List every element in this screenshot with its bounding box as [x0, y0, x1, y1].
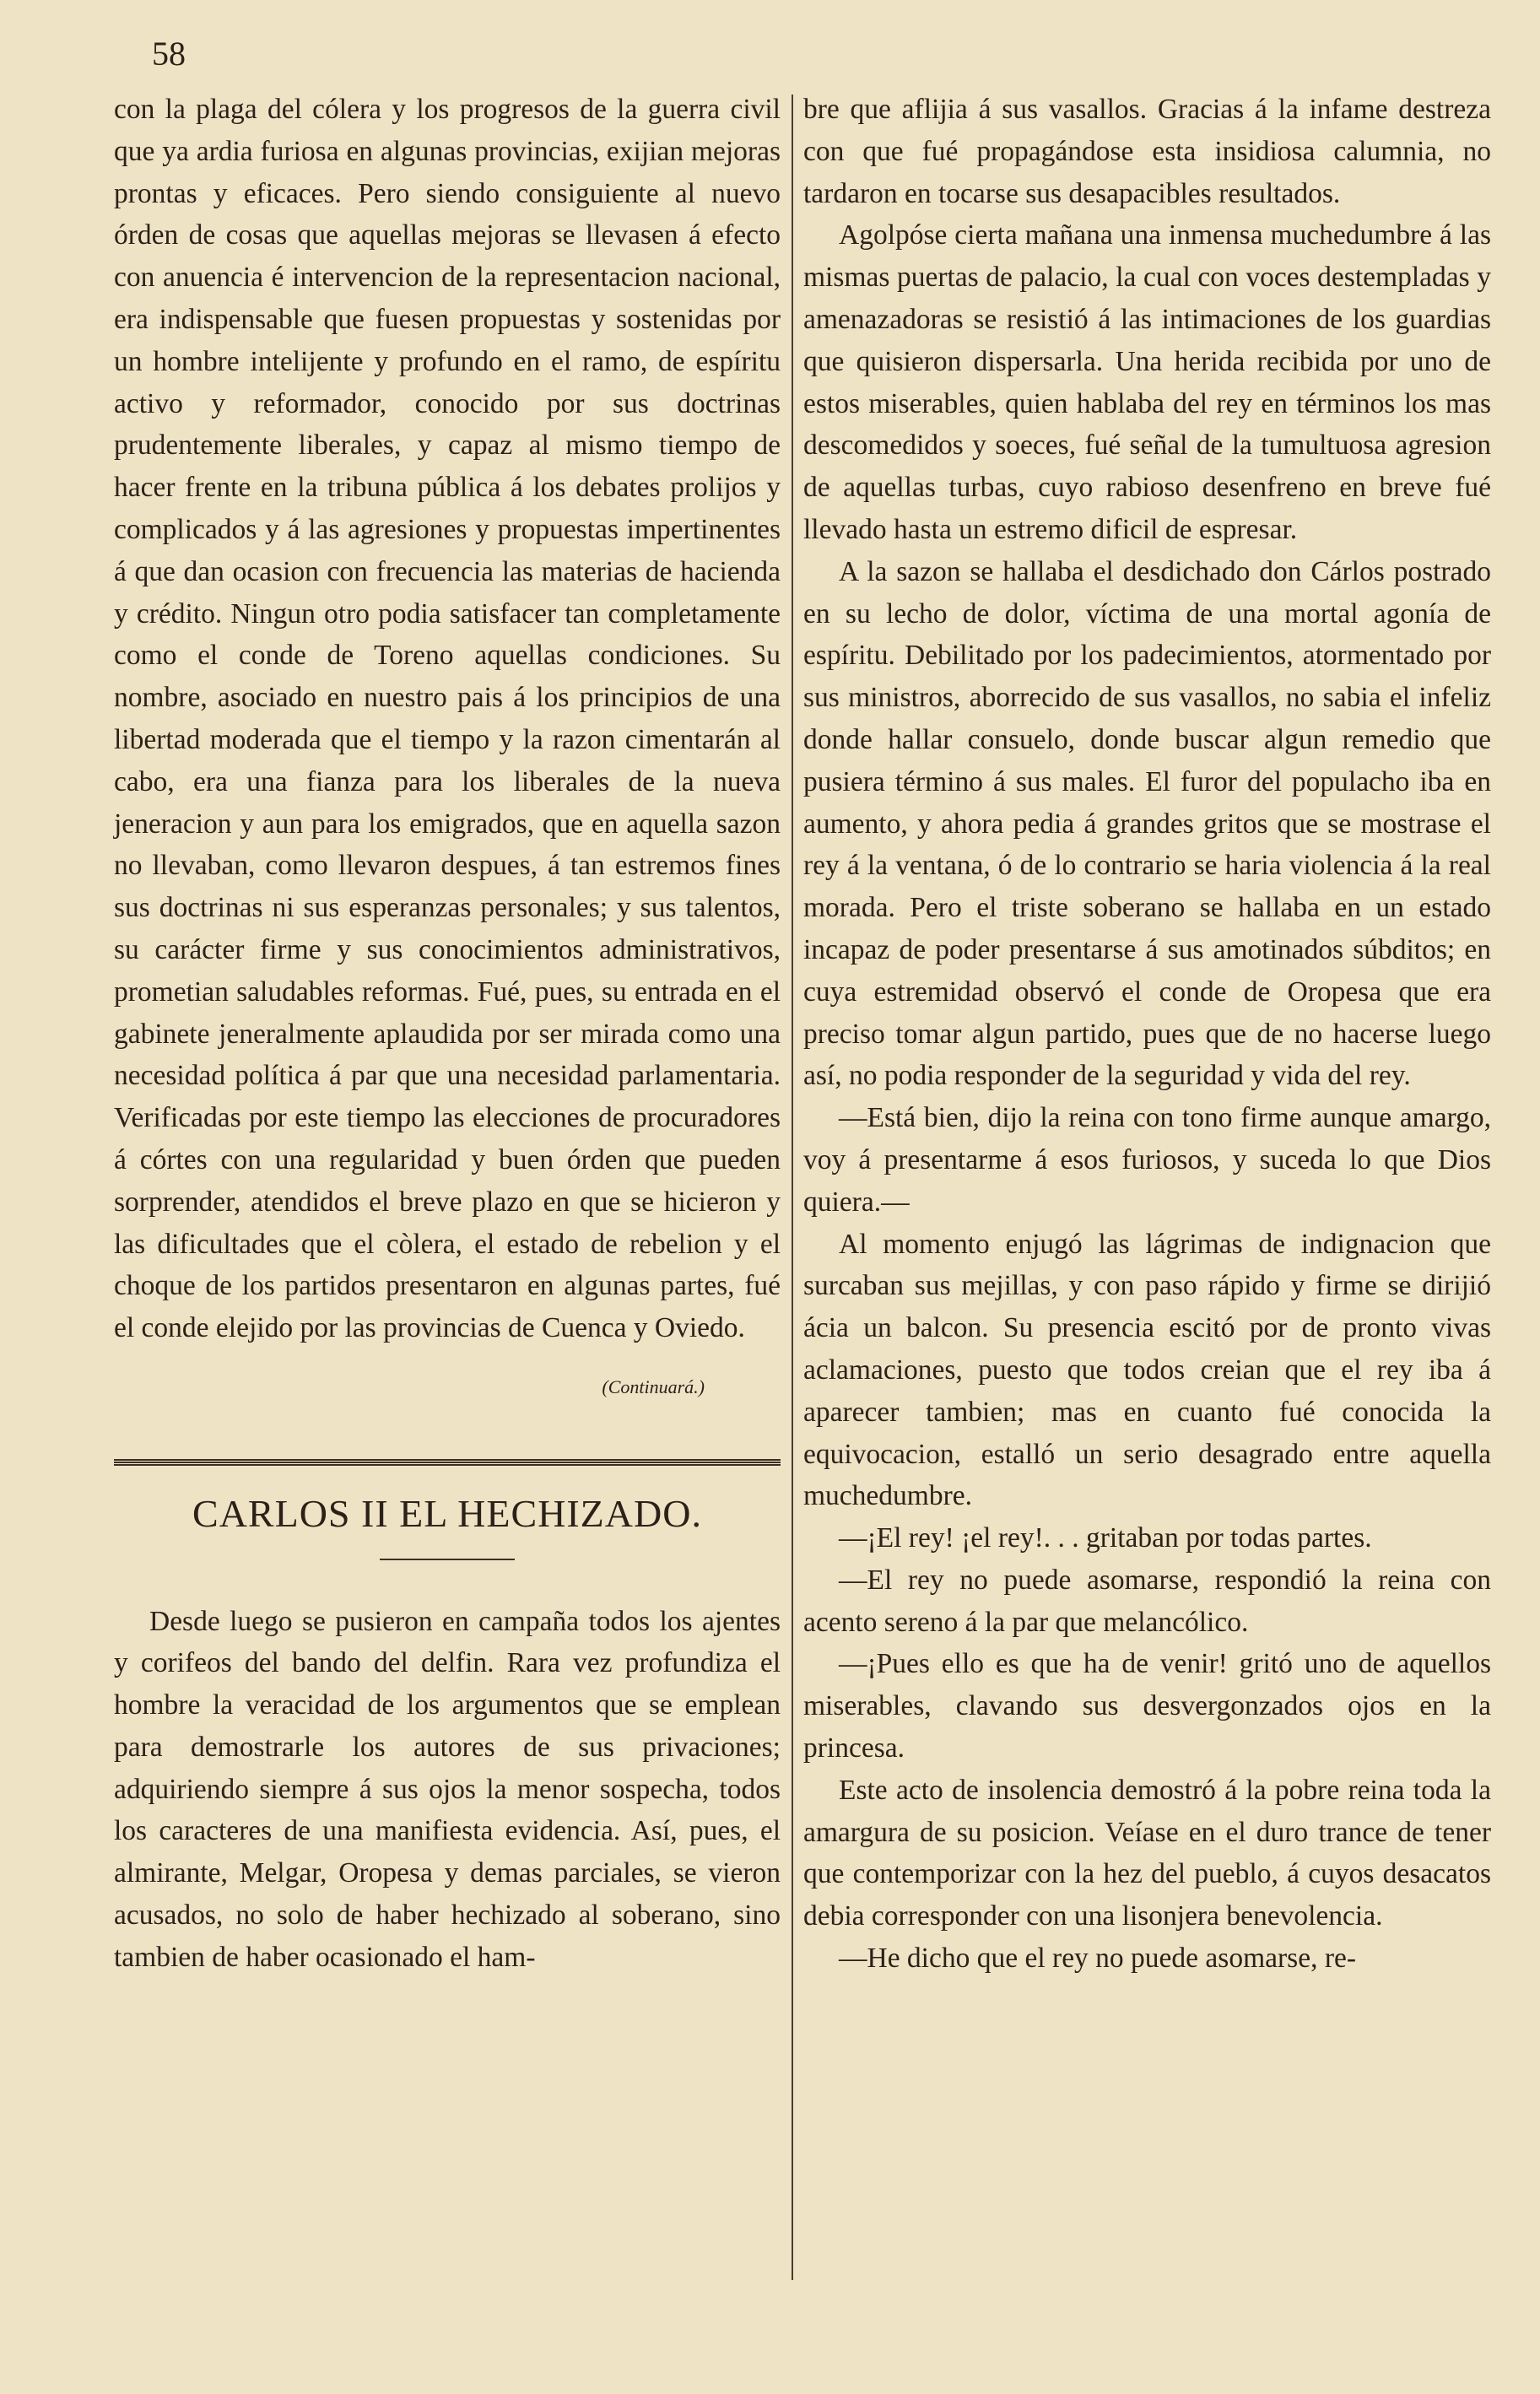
- right-paragraph: Agolpóse cierta mañana una inmensa muchedumbre á las mismas puertas de palacio, la cual con voces destempladas y amenazadoras se resistió á las intimaciones de los guardias que quisieron dispersarla. Una herida recibida por uno de estos miserables, quien hablaba del rey en términos los mas descomedidos y soeces, fué señal de la tumultuosa agresion de aquellas turbas, cuyo rabioso desenfreno en breve fué llevado hasta un estremo dificil de espresar.: [803, 219, 1491, 545]
- right-paragraph: bre que aflijia á sus vasallos. Gracias á la infame destreza con que fué propagándose esta insidiosa calumnia, no tardaron en tocarse sus desapacibles resultados.: [803, 94, 1491, 209]
- left-column: [114, 89, 781, 1979]
- right-paragraph: A la sazon se hallaba el desdichado don Cárlos postrado en su lecho de dolor, víctima de una mortal agonía de espíritu. Debilitado por los padecimientos, atormentado por sus ministros, aborrecido de sus vasallos, no sabia el infeliz donde hallar consuelo, donde buscar algun remedio que pusiera término á sus males. El furor del populacho iba en aumento, y ahora pedia á grandes gritos que se mostrase el rey á la ventana, ó de lo contrario se haria violencia á la real morada. Pero el triste soberano se hallaba en un estado incapaz de poder presentarse á sus amotinados súbditos; en cuya estremidad observó el conde de Oropesa que era preciso tomar algun partido, pues que de no hacerse luego así, no podia responder de la seguridad y vida del rey.: [803, 555, 1491, 1092]
- column-divider: [792, 95, 793, 2280]
- left-paragraph: con la plaga del cólera y los progresos de la guerra civil que ya ardia furiosa en algunas provincias, exijian mejoras prontas y eficaces. Pero siendo consiguiente al nuevo órden de cosas que aquellas mejoras se llevasen á efecto con anuencia é intervencion de la representacion nacional, era indispensable que fuesen propuestas y sostenidas por un hombre intelijente y profundo en el ramo, de espíritu activo y reformador, conocido por sus doctrinas prudentemente liberales, y capaz al mismo tiempo de hacer frente en la tribuna pública á los debates prolijos y complicados y á las agresiones y propuestas impertinentes á que dan ocasion con frecuencia las materias de hacienda y crédito. Ningun otro podia satisfacer tan completamente como el conde de Toreno aquellas condiciones. Su nombre, asociado en nuestro pais á los principios de una libertad moderada que el tiempo y la razon cimentarán al cabo, era una fianza para los liberales de la nueva jeneracion y aun para los emigrados, que en aquella sazon no llevaban, como llevaron despues, á tan estremos fines sus doctrinas ni sus esperanzas personales; y sus talentos, su carácter firme y sus conocimientos administrativos, prometian saludables reformas. Fué, pues, su entrada en el gabinete jeneralmente aplaudida por ser mirada como una necesidad política á par que una necesidad parlamentaria. Verificadas por este tiempo las elecciones de procuradores á córtes con una regularidad y buen órden que pueden sorprender, atendidos el breve plazo en que se hicieron y las dificultades que el còlera, el estado de rebelion y el choque de los partidos presentaron en algunas partes, fué el conde elejido por las provincias de Cuenca y Oviedo.: [114, 94, 781, 1344]
- section-title: CARLOS II EL HECHIZADO.: [192, 1491, 702, 1535]
- left-paragraph: Desde luego se pusieron en campaña todos los ajentes y corifeos del bando del delfin. Rara vez profundiza el hombre la veracidad de los argumentos que se emplean para demostrarle los autores de sus privaciones; adquiriendo siempre á sus ojos la menor sospecha, todos los caracteres de una manifiesta evidencia. Así, pues, el almirante, Melgar, Oropesa y demas parciales, se vieron acusados, no solo de haber hechizado al soberano, sino tambien de haber ocasionado el ham-: [114, 1605, 781, 1973]
- right-paragraph: Este acto de insolencia demostró á la pobre reina toda la amargura de su posicion. Veíase en el duro trance de tener que contemporizar con la hez del pueblo, á cuyos desacatos debia corresponder con una lisonjera benevolencia.: [803, 1774, 1491, 1932]
- right-paragraph: —He dicho que el rey no puede asomarse, re-: [839, 1943, 1356, 1975]
- right-paragraph: —El rey no puede asomarse, respondió la reina con acento sereno á la par que melancólico.: [803, 1564, 1491, 1638]
- right-paragraph: —¡El rey! ¡el rey!. . . gritaban por todas partes.: [839, 1522, 1372, 1554]
- right-paragraph: —¡Pues ello es que ha de venir! gritó uno de aquellos miserables, clavando sus desvergonzados ojos en la princesa.: [803, 1648, 1491, 1764]
- page-number: 58: [152, 35, 186, 73]
- section-rule: [114, 1459, 781, 1466]
- right-paragraph: —Está bien, dijo la reina con tono firme aunque amargo, voy á presentarme á esos furiosos, y suceda lo que Dios quiera.—: [803, 1102, 1491, 1218]
- title-rule: [380, 1559, 515, 1560]
- right-paragraph: Al momento enjugó las lágrimas de indignacion que surcaban sus mejillas, y con paso rápido y firme se dirijió ácia un balcon. Su presencia escitó por de pronto vivas aclamaciones, puesto que todos creian que el rey iba á aparecer tambien; mas en cuanto fué conocida la equivocacion, estalló un serio desagrado entre aquella muchedumbre.: [803, 1228, 1491, 1512]
- right-column: [803, 89, 1491, 1980]
- continues-note: (Continuará.): [602, 1375, 705, 1397]
